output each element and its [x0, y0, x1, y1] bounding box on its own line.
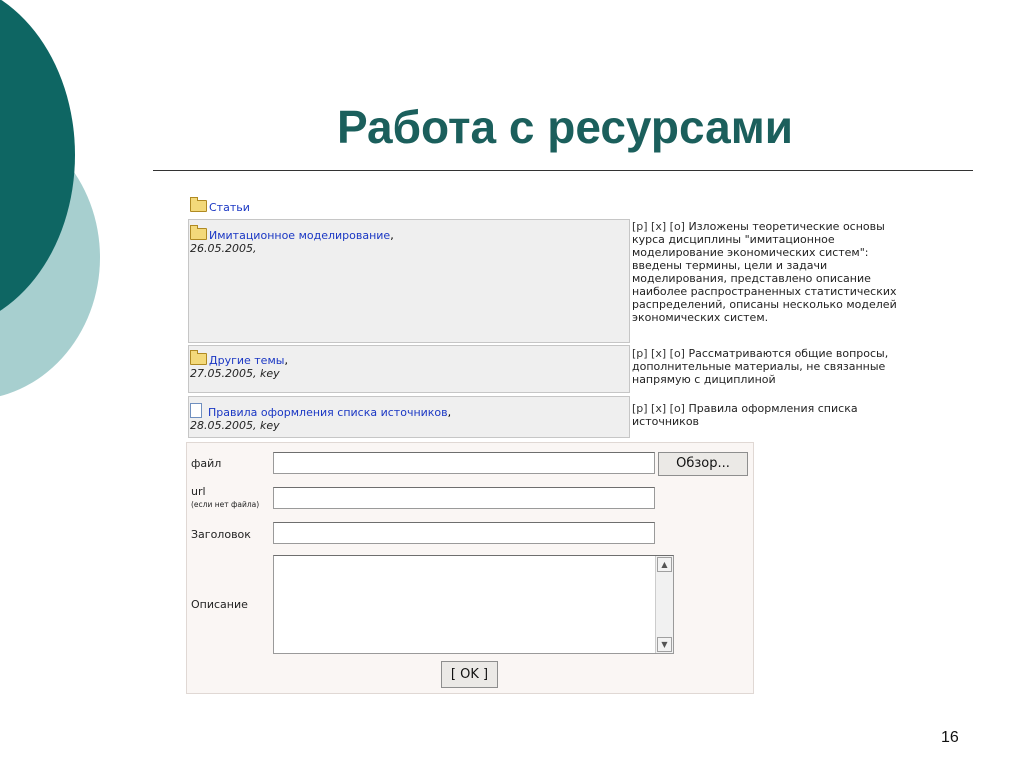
- folder-icon: [190, 228, 207, 240]
- resource-item-1-actions[interactable]: [p] [x] [o]: [632, 220, 685, 233]
- resource-item-1-description: Изложены теоретические основы курса дисциплины "имитационное моделирование экономических систем": введены термины, цели и задачи моделирования, представлено описание наиболее распространенных статистических распределений, описаны несколько моделей экономических систем.: [632, 220, 897, 324]
- title-divider: [153, 170, 973, 171]
- heading-label: Заголовок: [191, 528, 251, 541]
- resource-item-2-date: 27.05.2005: [190, 367, 253, 380]
- document-icon: [190, 403, 202, 418]
- url-hint: (если нет файла): [191, 500, 260, 509]
- resource-item-3-description-block: [632, 402, 917, 428]
- description-scrollbar[interactable]: [655, 556, 673, 653]
- file-label: файл: [191, 457, 222, 470]
- resource-item-3-actions[interactable]: [p] [x] [o]: [632, 402, 685, 415]
- scroll-up-icon[interactable]: ▲: [657, 557, 672, 572]
- url-label: url: [191, 485, 206, 498]
- resource-item-2-description-block: [632, 347, 917, 386]
- resource-item-2-author: key: [259, 367, 280, 380]
- description-textarea[interactable]: [273, 555, 674, 654]
- resource-item-1-header: Имитационное моделирование, 26.05.2005,: [190, 229, 394, 255]
- upload-form: [186, 442, 754, 694]
- description-label: Описание: [191, 598, 248, 611]
- resource-item-1-link[interactable]: Имитационное моделирование: [209, 229, 391, 242]
- folder-icon: [190, 200, 207, 212]
- resource-item-3-date: 28.05.2005: [190, 419, 253, 432]
- ok-button[interactable]: [ OK ]: [441, 661, 498, 688]
- resource-item-1-description-block: [632, 220, 917, 324]
- file-input[interactable]: [273, 452, 655, 474]
- page-number: 16: [941, 729, 959, 746]
- resource-item-2-header: Другие темы, 27.05.2005, key: [190, 354, 288, 380]
- resource-item-1-date: 26.05.2005: [190, 242, 253, 255]
- url-input[interactable]: [273, 487, 655, 509]
- heading-input[interactable]: [273, 522, 655, 544]
- scroll-down-icon[interactable]: ▼: [657, 637, 672, 652]
- resource-item-2-link[interactable]: Другие темы: [209, 354, 285, 367]
- browse-button[interactable]: Обзор...: [658, 452, 748, 476]
- folder-icon: [190, 353, 207, 365]
- resource-item-3-description: Правила оформления списка источников: [632, 402, 858, 428]
- slide-title: Работа с ресурсами: [336, 101, 794, 153]
- root-folder[interactable]: [190, 200, 250, 214]
- resource-item-3-link[interactable]: Правила оформления списка источников: [208, 406, 448, 419]
- resource-item-2-actions[interactable]: [p] [x] [o]: [632, 347, 685, 360]
- resource-item-3-header: Правила оформления списка источников, 28.05.2005, key: [190, 403, 451, 432]
- root-folder-link[interactable]: Статьи: [209, 201, 250, 214]
- resource-item-2-description: Рассматриваются общие вопросы, дополнительные материалы, не связанные напрямую с дициплиной: [632, 347, 889, 386]
- resource-item-3-author: key: [259, 419, 280, 432]
